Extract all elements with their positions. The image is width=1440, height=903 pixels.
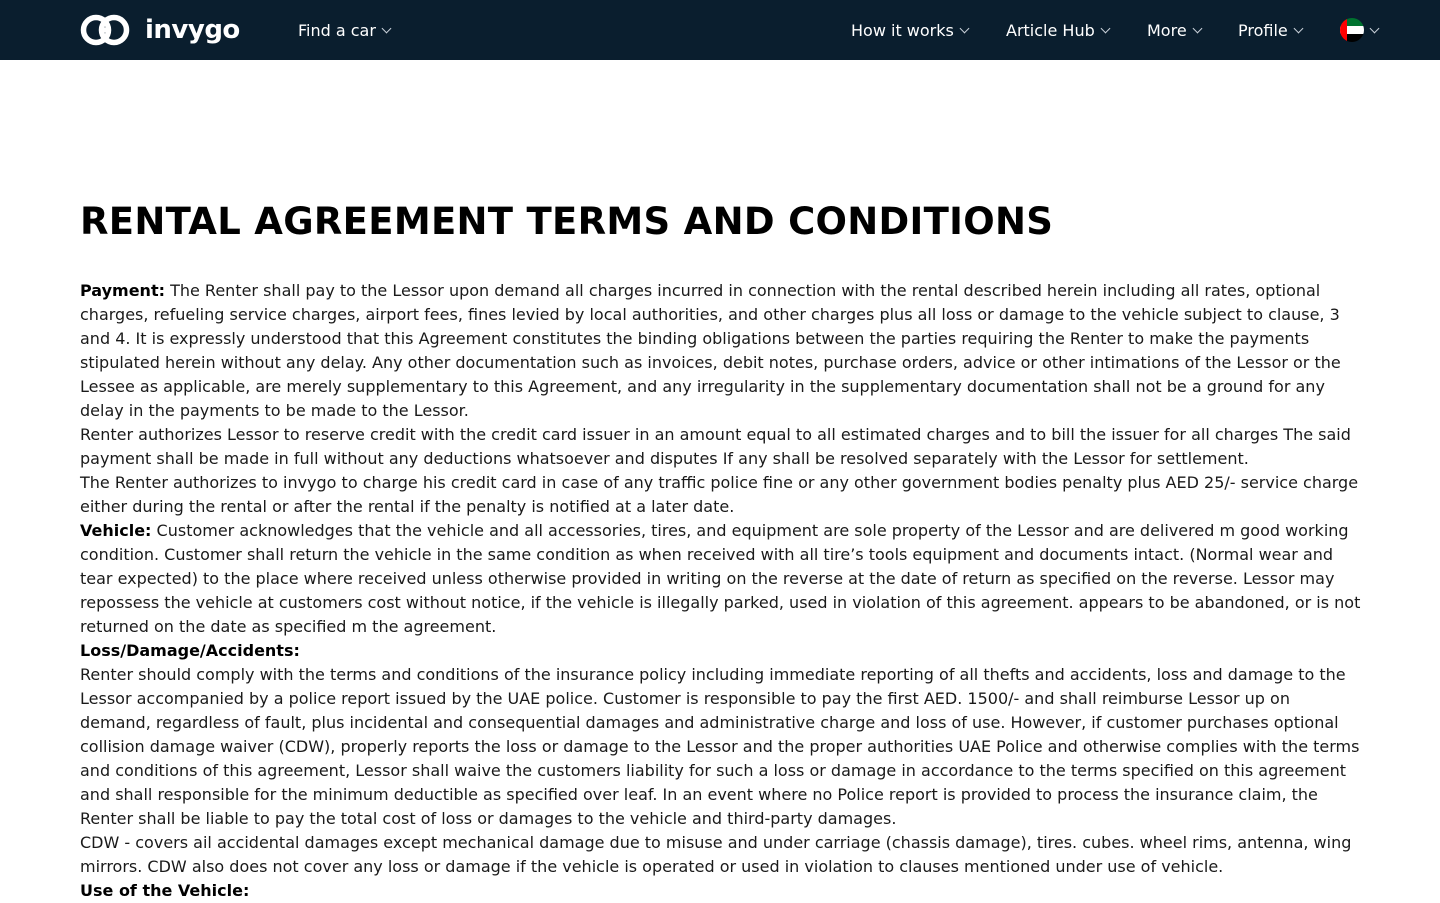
nav-profile-label: Profile (1238, 20, 1288, 40)
invygo-logo-icon (80, 14, 130, 46)
payment-text: The Renter shall pay to the Lessor upon demand all charges incurred in connection with the rental described herein including all rates, optional charges, refueling service charges, airport fees, fines levied by local authorities, and other charges plus all loss or damage to the vehicle subject to clause, 3 and 4. It is expressly understood that this Agreement constitutes the binding obligations between the parties requiring the Renter to make the payments stipulated herein without any delay. Any other documentation such as invoices, debit notes, purchase orders, advice or other intimations of the Lessor or the Lessee as applicable, are merely supplementary to this Agreement, and any irregularity in the supplementary documentation shall not be a ground for any delay in the payments to be made to the Lessor. (80, 281, 1341, 420)
nav-how-it-works[interactable] (851, 0, 968, 60)
nav-article-hub[interactable] (1006, 0, 1109, 60)
language-selector[interactable] (1340, 0, 1378, 60)
loss-heading-paragraph (80, 639, 1362, 663)
nav-article-hub-label: Article Hub (1006, 20, 1095, 40)
terms-body (80, 279, 1362, 903)
use-heading: Use of the Vehicle: (80, 881, 250, 900)
vehicle-heading: Vehicle: (80, 521, 152, 540)
nav-more[interactable] (1147, 0, 1201, 60)
fine-paragraph: The Renter authorizes to invygo to charge his credit card in case of any traffic police fine or any other government bodies penalty plus AED 25/- service charge either during the rental or after the rental if the penalty is notified at a later date. (80, 473, 1359, 516)
chevron-down-icon (959, 24, 969, 34)
top-navigation-bar (0, 0, 1440, 60)
chevron-down-icon (381, 24, 391, 34)
credit-paragraph: Renter authorizes Lessor to reserve credit with the credit card issuer in an amount equal to all estimated charges and to bill the issuer for all charges The said payment shall be made in full without any deductions whatsoever and disputes If any shall be resolved separately with the Lessor for settlement. (80, 425, 1351, 468)
chevron-down-icon (1370, 24, 1380, 34)
nav-how-it-works-label: How it works (851, 20, 954, 40)
payment-heading: Payment: (80, 281, 165, 300)
payment-paragraph (80, 279, 1362, 423)
chevron-down-icon (1293, 24, 1303, 34)
nav-profile[interactable] (1238, 0, 1302, 60)
chevron-down-icon (1100, 24, 1110, 34)
nav-find-a-car-label: Find a car (298, 20, 376, 40)
cdw-paragraph: CDW - covers ail accidental damages except mechanical damage due to misuse and under carriage (chassis damage), tires. cubes. wheel rims, antenna, wing mirrors. CDW also does not cover any loss or damage if the vehicle is operated or used in violation to clauses mentioned under use of vehicle. (80, 833, 1352, 876)
nav-more-label: More (1147, 20, 1187, 40)
loss-heading: Loss/Damage/Accidents: (80, 641, 300, 660)
loss-paragraph: Renter should comply with the terms and conditions of the insurance policy including immediate reporting of all thefts and accidents, loss and damage to the Lessor accompanied by a police report issued by the UAE police. Customer is responsible to pay the first AED. 1500/- and shall reimburse Lessor up on demand, regardless of fault, plus incidental and consequential damages and administrative charge and loss of use. However, if customer purchases optional collision damage waiver (CDW), properly reports the loss or damage to the Lessor and the proper authorities UAE Police and otherwise complies with the terms and conditions of this agreement, Lessor shall waive the customers liability for such a loss or damage in accordance to the terms specified on this agreement and shall responsible for the minimum deductible as specified over leaf. In an event where no Police report is provided to process the insurance claim, the Renter shall be liable to pay the total cost of loss or damages to the vehicle and third-party damages. (80, 665, 1360, 828)
vehicle-paragraph (80, 519, 1362, 639)
page-title: RENTAL AGREEMENT TERMS AND CONDITIONS (80, 200, 1054, 243)
brand-logo[interactable] (80, 14, 240, 46)
nav-find-a-car[interactable] (298, 0, 390, 60)
brand-name: invygo (145, 15, 240, 45)
vehicle-text: Customer acknowledges that the vehicle and all accessories, tires, and equipment are sole property of the Lessor and are delivered m good working condition. Customer shall return the vehicle in the same condition as when received with all tire’s tools equipment and documents intact. (Normal wear and tear expected) to the place where received unless otherwise provided in writing on the reverse at the date of return as specified on the reverse. Lessor may repossess the vehicle at customers cost without notice, if the vehicle is illegally parked, used in violation of this agreement. appears to be abandoned, or is not returned on the date as specified m the agreement. (80, 521, 1361, 636)
use-heading-paragraph (80, 879, 1362, 903)
chevron-down-icon (1192, 24, 1202, 34)
uae-flag-icon (1340, 18, 1364, 42)
